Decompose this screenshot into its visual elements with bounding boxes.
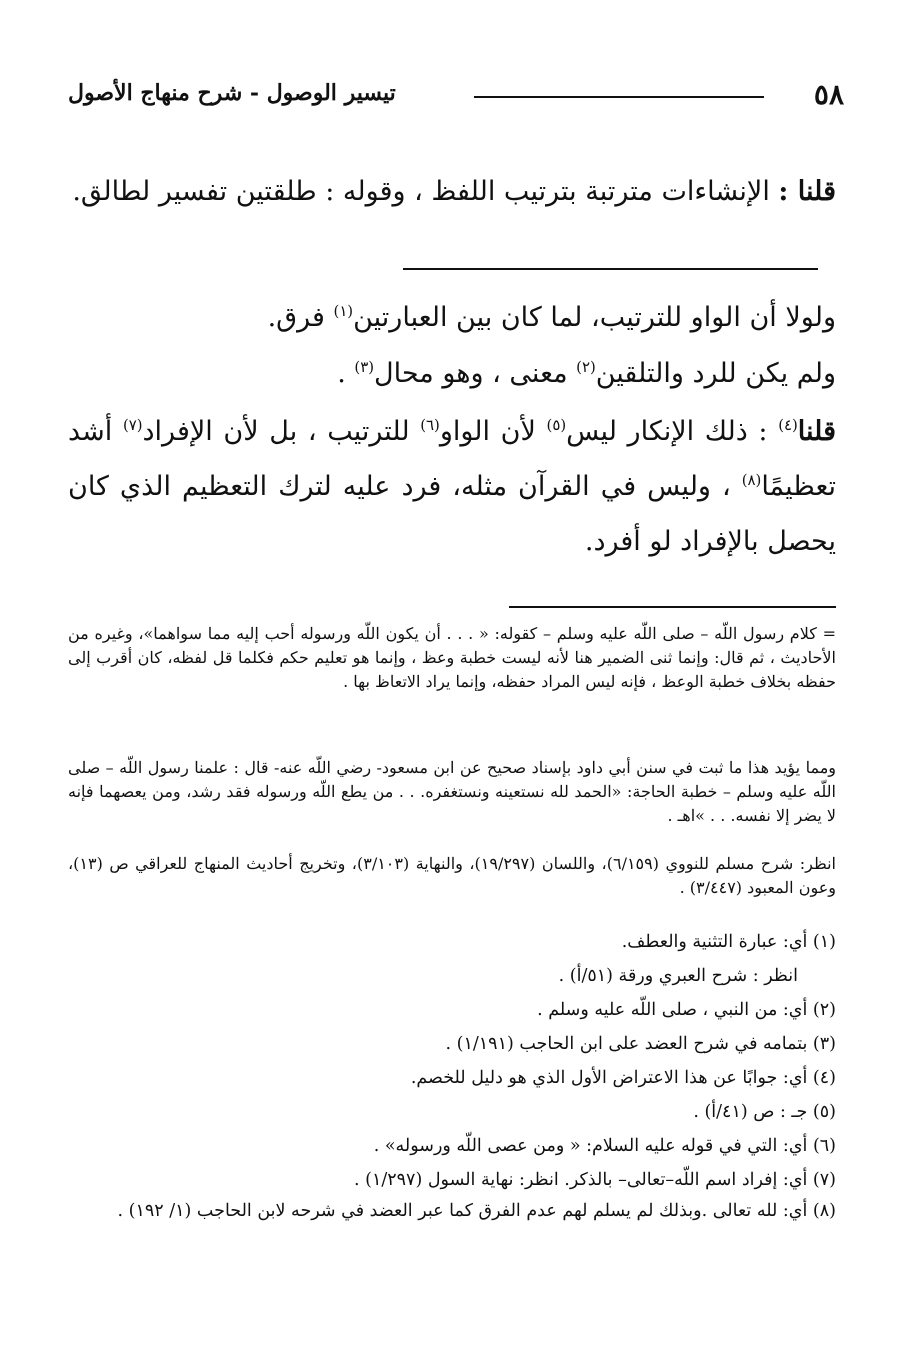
paragraph-text: للترتيب ، بل لأن الإفراد	[142, 416, 421, 447]
footnote-item: (٧) أي: إفراد اسم اللّه–تعالى– بالذكر. انظر: نهاية السول (١/٢٩٧) .	[354, 1170, 836, 1190]
footnote-item: (١) أي: عبارة التثنية والعطف.	[621, 932, 836, 952]
footnote-ref: (٦)	[420, 416, 440, 434]
footnote-ref: (٨)	[741, 471, 762, 489]
verse-text: ولم يكن للرد والتلقين	[595, 358, 836, 389]
paragraph-text: الإنشاءات مترتبة بترتيب اللفظ ، وقوله : طلقتين تفسير لطالق.	[72, 176, 779, 207]
footnote-list	[68, 925, 836, 1225]
page-header	[68, 78, 844, 118]
footnote-ref: (٤)	[778, 416, 798, 434]
paragraph-text: لأن الواو	[439, 416, 547, 447]
footnote-ref: (٣)	[354, 358, 374, 376]
footnote-ref: (٧)	[122, 416, 143, 434]
footnote-continuation-2: ومما يؤيد هذا ما ثبت في سنن أبي داود بإسناد صحيح عن ابن مسعود- رضي اللّه عنه- قال : علمنا رسول اللّه – صلى اللّه عليه وسلم – خطبة الحاجة: «الحمد لله نستعينه ونستغفره. . . من يطع اللّه ورسوله فقد رشد، ومن يعصهما فإنه لا يضر إلا نفسه. . . »اهـ .	[68, 758, 837, 825]
footnote-continuation-1: = كلام رسول اللّه – صلى اللّه عليه وسلم – كقوله: « . . . أن يكون اللّه ورسوله أحب إليه مما سواهما»، وغيره من الأحاديث ، ثم قال: وإنما ثنى الضمير هنا لأنه ليست خطبة وعظ ، وإنما هو تعليم حكم فكلما قل لفظه، كان أقرب إلى حفظه بخلاف خطبة الوعظ ، فإنه ليس المراد حفظه، وإنما يراد الاتعاظ بها .	[68, 624, 836, 691]
verse-text: ولولا أن الواو للترتيب، لما كان بين العبارتين	[353, 302, 836, 333]
footnote-ref: (٢)	[576, 358, 596, 376]
verse-text: معنى ، وهو محال	[374, 358, 577, 389]
paragraph-lead: قلنا	[797, 416, 836, 447]
page-number: ٥٨	[813, 78, 844, 111]
running-title: تيسير الوصول - شرح منهاج الأصول	[68, 80, 396, 106]
verse-line-2	[68, 348, 836, 400]
footnote-item: (٤) أي: جوابًا عن هذا الاعتراض الأول الذي هو دليل للخصم.	[410, 1068, 836, 1088]
paragraph-text: أشد تعظيمًا	[68, 416, 836, 502]
section-divider	[403, 268, 818, 270]
verse-text: .	[337, 358, 355, 389]
footnote-ref: (١)	[333, 302, 354, 320]
footnote-item: (٢) أي: من النبي ، صلى اللّه عليه وسلم .	[537, 1000, 836, 1020]
paragraph-text: ، وليس في القرآن مثله، فرد عليه لترك التعظيم الذي كان يحصل بالإفراد لو أفرد.	[68, 471, 836, 557]
paragraph-answer-1	[68, 160, 836, 224]
paragraph-answer-2	[68, 404, 836, 569]
footnote-item: (٣) بتمامه في شرح العضد على ابن الحاجب (١/١٩١) .	[445, 1034, 836, 1054]
footnote-rule	[509, 606, 836, 608]
footnote-item: (٥) جـ : ص (٤١/أ) .	[693, 1102, 836, 1122]
paragraph-lead: قلنا :	[778, 176, 836, 207]
footnote-item: انظر : شرح العبري ورقة (٥١/أ) .	[558, 966, 798, 986]
paragraph-text: : ذلك الإنكار ليس	[566, 416, 779, 447]
footnote-ref: (٥)	[546, 416, 567, 434]
footnote-continuation-3: انظر: شرح مسلم للنووي (٦/١٥٩)، واللسان (١٩/٢٩٧)، والنهاية (٣/١٠٣)، وتخريج أحاديث المنهاج للعراقي ص (١٣)، وعون المعبود (٣/٤٤٧) .	[68, 854, 837, 897]
footnote-item: (٦) أي: التي في قوله عليه السلام: « ومن عصى اللّه ورسوله» .	[373, 1136, 836, 1156]
footnote-item: (٨) أي: لله تعالى .وبذلك لم يسلم لهم عدم الفرق كما عبر العضد في شرحه لابن الحاجب (١/ ١٩٢) .	[117, 1201, 836, 1221]
verse-line-1	[68, 292, 836, 344]
verse-text: فرق.	[267, 302, 334, 333]
header-rule	[474, 96, 764, 98]
